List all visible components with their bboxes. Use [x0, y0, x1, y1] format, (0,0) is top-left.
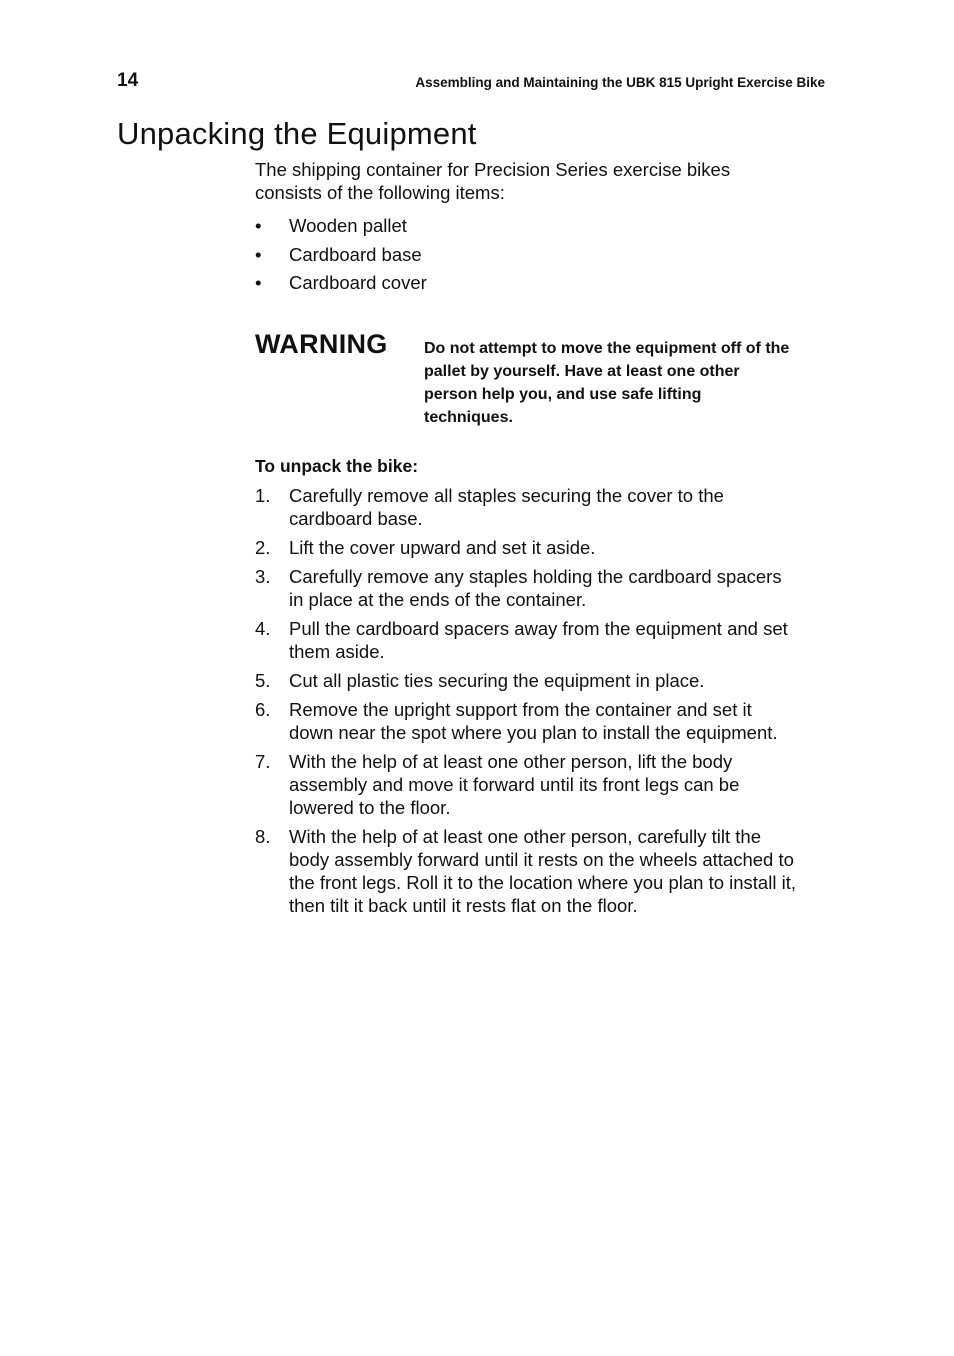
list-item-text: Cardboard base	[289, 243, 422, 265]
step-item	[255, 565, 800, 611]
list-item	[255, 243, 800, 272]
step-text: With the help of at least one other person, carefully tilt the body assembly forward until it rests on the wheels attached to the front legs. Roll it to the location where you plan to install it, then tilt it back until it rests flat on the floor.	[289, 825, 796, 916]
step-number: 1.	[255, 484, 271, 506]
step-number: 6.	[255, 698, 271, 720]
step-item	[255, 669, 800, 692]
procedure-heading: To unpack the bike:	[255, 455, 419, 476]
step-item	[255, 536, 800, 559]
step-text: Cut all plastic ties securing the equipment in place.	[289, 669, 705, 691]
section-title: Unpacking the Equipment	[117, 116, 477, 151]
warning-text: Do not attempt to move the equipment off of the pallet by yourself. Have at least one other person help you, and use safe lifting techniques.	[424, 339, 790, 426]
bullet-icon: •	[255, 243, 262, 265]
step-item	[255, 698, 800, 744]
bullet-icon: •	[255, 215, 262, 236]
step-item	[255, 750, 800, 819]
step-number: 5.	[255, 669, 271, 691]
list-item	[255, 271, 800, 300]
step-number: 4.	[255, 617, 271, 639]
warning-label: WARNING	[255, 328, 388, 359]
step-number: 3.	[255, 565, 271, 587]
step-text: Lift the cover upward and set it aside.	[289, 536, 596, 558]
intro-paragraph: The shipping container for Precision Series exercise bikes consists of the following items:	[255, 159, 731, 203]
step-number: 2.	[255, 536, 271, 558]
step-text: Carefully remove any staples holding the cardboard spacers in place at the ends of the container.	[289, 565, 782, 610]
step-text: Remove the upright support from the container and set it down near the spot where you plan to install the equipment.	[289, 698, 778, 743]
page-number: 14	[117, 70, 139, 91]
unpack-steps-list	[255, 484, 800, 917]
step-item	[255, 617, 800, 663]
list-item-text: Wooden pallet	[289, 215, 407, 236]
step-number: 8.	[255, 825, 271, 847]
list-item	[255, 214, 800, 243]
step-item	[255, 825, 800, 917]
main-content	[255, 158, 800, 923]
step-text: With the help of at least one other person, lift the body assembly and move it forward until its front legs can be lowered to the floor.	[289, 750, 740, 818]
step-item	[255, 484, 800, 530]
running-header: Assembling and Maintaining the UBK 815 Upright Exercise Bike	[415, 75, 825, 90]
bullet-icon: •	[255, 272, 262, 293]
container-items-list	[255, 214, 800, 300]
step-text: Pull the cardboard spacers away from the equipment and set them aside.	[289, 617, 788, 662]
step-text: Carefully remove all staples securing the cover to the cardboard base.	[289, 484, 724, 529]
warning-callout	[255, 328, 800, 437]
list-item-text: Cardboard cover	[289, 272, 427, 293]
step-number: 7.	[255, 750, 271, 772]
